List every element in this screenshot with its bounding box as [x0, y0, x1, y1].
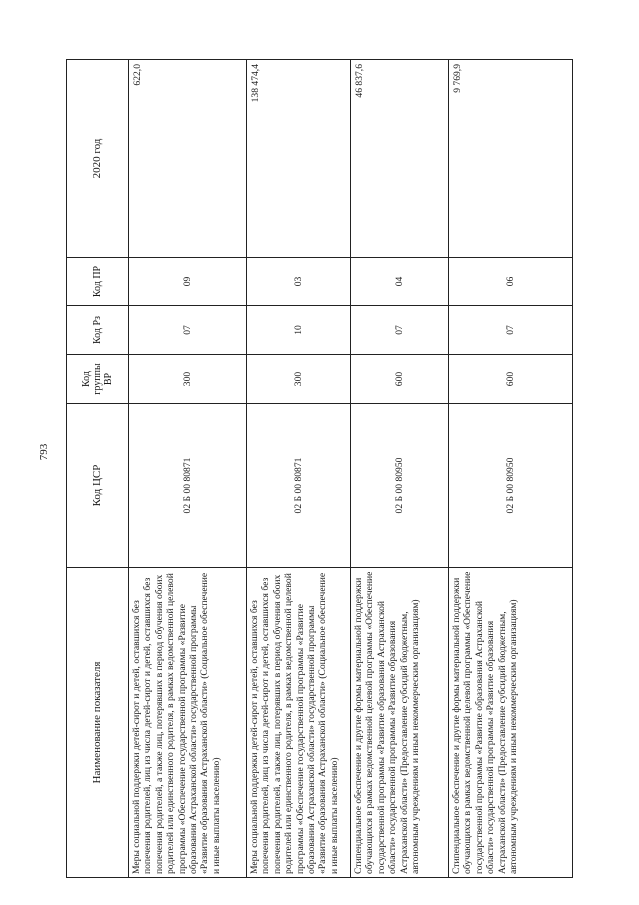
row-amount: 622,0	[129, 60, 247, 258]
rotated-table-container	[66, 60, 572, 878]
row-rz: 07	[351, 306, 449, 355]
row-name: Стипендиальное обеспечение и другие формы материальной поддержки обучающихся в рамках ведомственной целевой программы «Обеспечение государственной программы «Развитие образования Астраханской области» государственной программы «Развитие образования Астраханской области» (Предоставление субсидий бюджетным, автономным учреждениям и иным некоммерческим организациям)	[351, 568, 449, 878]
row-name: Меры социальной поддержки детей-сирот и детей, оставшихся без попечения родителей, лиц из числа детей-сирот и детей, оставшихся без попечения родителей, а также лиц, потерявших в период обучения обоих родителей или единственного родителя, в рамках ведомственной целевой программы «Обеспечение государственной программы «Развитие образования Астраханской области» государственной программы «Развитие образования Астраханской области» (Социальное обеспечение и иные выплаты населению)	[129, 568, 247, 878]
row-pr: 03	[247, 258, 351, 306]
row-csr: 02 Б 00 80871	[247, 404, 351, 568]
row-rz: 07	[449, 306, 573, 355]
col-header-pr: Код ПР	[67, 258, 129, 306]
row-vr: 600	[449, 355, 573, 404]
col-header-csr: Код ЦСР	[67, 404, 129, 568]
row-pr: 06	[449, 258, 573, 306]
col-header-name: Наименование показателя	[67, 568, 129, 878]
row-csr: 02 Б 00 80950	[351, 404, 449, 568]
row-pr: 09	[129, 258, 247, 306]
row-vr: 600	[351, 355, 449, 404]
col-header-year: 2020 год	[67, 60, 129, 258]
row-vr: 300	[247, 355, 351, 404]
col-header-vr: Код группы ВР	[67, 355, 129, 404]
row-rz: 07	[129, 306, 247, 355]
row-name: Меры социальной поддержки детей-сирот и детей, оставшихся без попечения родителей, лиц из числа детей-сирот и детей, оставшихся без попечения родителей, а также лиц, потерявших в период обучения обоих родителей или единственного родителя, в рамках ведомственной целевой программы «Обеспечение государственной программы «Развитие образования Астраханской области» государственной программы «Развитие образования Астраханской области» (Социальное обеспечение и иные выплаты населению)	[247, 568, 351, 878]
budget-table	[66, 59, 573, 878]
col-header-rz: Код Рз	[67, 306, 129, 355]
header-row	[67, 60, 129, 878]
row-amount: 9 769,9	[449, 60, 573, 258]
row-vr: 300	[129, 355, 247, 404]
row-name: Стипендиальное обеспечение и другие формы материальной поддержки обучающихся в рамках ведомственной целевой программы «Обеспечение государственной программы «Развитие образования Астраханской области» государственной программы «Развитие образования Астраханской области» (Предоставление субсидий бюджетным, автономным учреждениям и иным некоммерческим организациям)	[449, 568, 573, 878]
row-csr: 02 Б 00 80950	[449, 404, 573, 568]
row-csr: 02 Б 00 80871	[129, 404, 247, 568]
table-row	[129, 60, 247, 878]
table-row	[351, 60, 449, 878]
row-rz: 10	[247, 306, 351, 355]
table-row	[247, 60, 351, 878]
table-row	[449, 60, 573, 878]
page-number: 793	[38, 443, 50, 461]
row-pr: 04	[351, 258, 449, 306]
row-amount: 138 474,4	[247, 60, 351, 258]
row-amount: 46 837,6	[351, 60, 449, 258]
